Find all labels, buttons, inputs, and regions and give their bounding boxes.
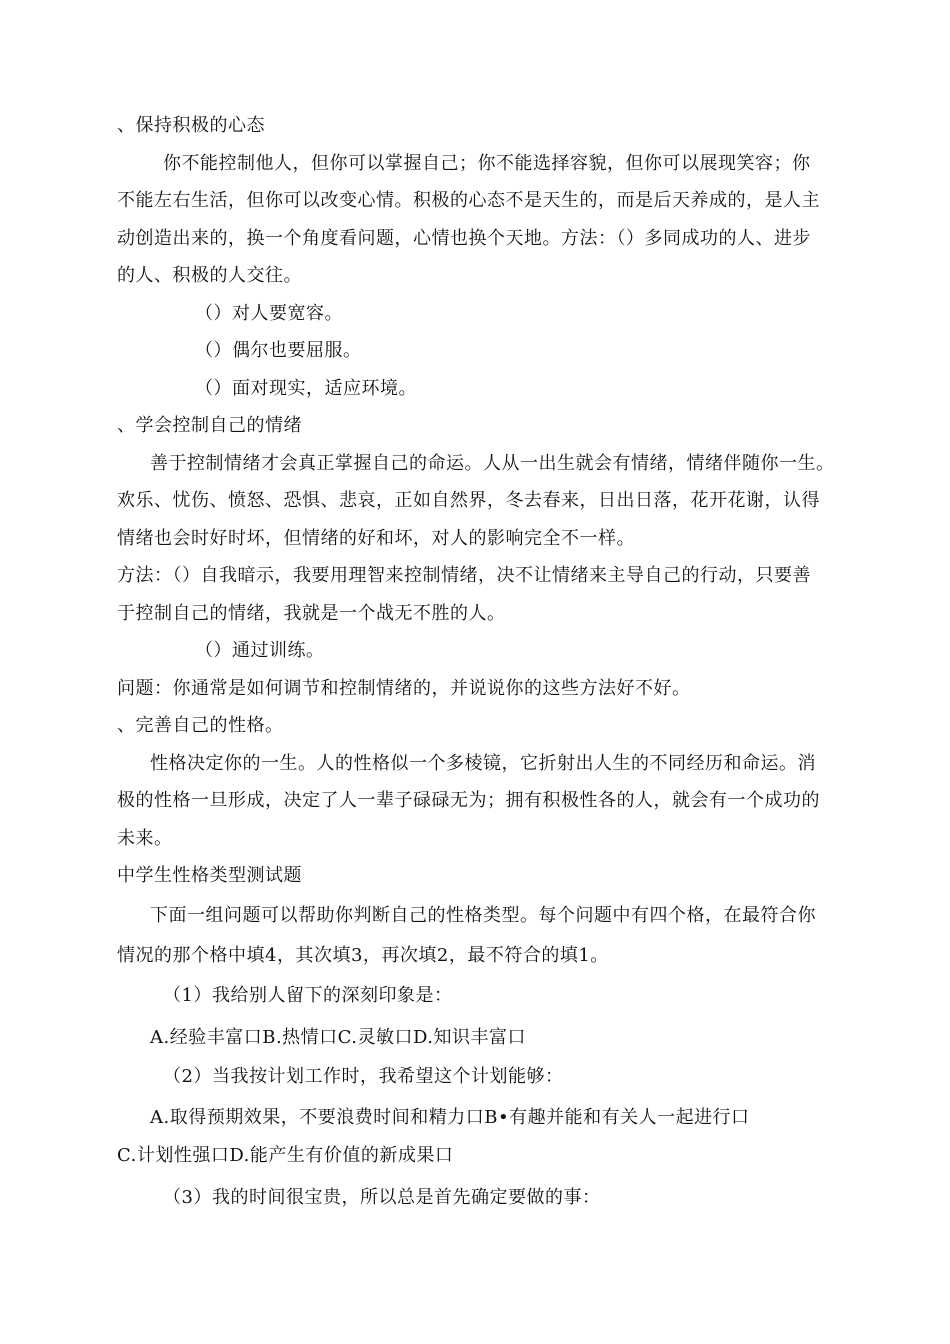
paragraph-line: 未来。: [117, 828, 173, 849]
section-heading-control-emotions: 、学会控制自己的情绪: [117, 415, 302, 436]
paragraph-line: 善于控制情绪才会真正掌握自己的命运。人从一出生就会有情绪，情绪伴随你一生。: [150, 453, 835, 474]
method-item: （）偶尔也要屈服。: [195, 340, 362, 361]
paragraph-line: 情绪也会时好时坏，但情绪的好和坏，对人的影响完全不一样。: [117, 528, 635, 549]
paragraph-line: 下面一组问题可以帮助你判断自己的性格类型。每个问题中有四个格，在最符合你: [150, 905, 816, 926]
quiz-options: A.取得预期效果，不要浪费时间和精力口B•有趣并能和有关人一起进行口: [150, 1107, 750, 1128]
quiz-question: （2）当我按计划工作时，我希望这个计划能够：: [163, 1066, 564, 1087]
paragraph-line: 性格决定你的一生。人的性格似一个多棱镜，它折射出人生的不同经历和命运。消: [150, 753, 816, 774]
method-item: （）通过训练。: [195, 640, 325, 661]
quiz-options: A.经验丰富口B.热情口C.灵敏口D.知识丰富口: [150, 1027, 527, 1048]
quiz-question: （1）我给别人留下的深刻印象是：: [163, 985, 453, 1006]
paragraph-line: 不能左右生活，但你可以改变心情。积极的心态不是天生的，而是后天养成的，是人主: [117, 190, 820, 211]
section-heading-personality: 、完善自己的性格。: [117, 715, 284, 736]
paragraph-line: 极的性格一旦形成，决定了人一辈子碌碌无为；拥有积极性各的人，就会有一个成功的: [117, 790, 820, 811]
quiz-options: C.计划性强口D.能产生有价值的新成果口: [117, 1145, 454, 1166]
method-item: （）对人要宽容。: [195, 303, 343, 324]
paragraph-line: 的人、积极的人交往。: [117, 265, 302, 286]
paragraph-line: 你不能控制他人，但你可以掌握自己；你不能选择容貌，但你可以展现笑容；你: [163, 153, 811, 174]
section-heading-positive-attitude: 、保持积极的心态: [117, 115, 265, 136]
quiz-question: （3）我的时间很宝贵，所以总是首先确定要做的事：: [163, 1187, 601, 1208]
paragraph-line: 方法：（）自我暗示，我要用理智来控制情绪，决不让情绪来主导自己的行动，只要善: [117, 565, 811, 586]
paragraph-line: 情况的那个格中填4，其次填3，再次填2，最不符合的填1。: [117, 945, 609, 966]
quiz-title: 中学生性格类型测试题: [117, 865, 302, 886]
paragraph-line: 欢乐、忧伤、愤怒、恐惧、悲哀，正如自然界，冬去春来，日出日落，花开花谢，认得: [117, 490, 820, 511]
paragraph-line: 于控制自己的情绪，我就是一个战无不胜的人。: [117, 603, 506, 624]
paragraph-line: 动创造出来的，换一个角度看问题，心情也换个天地。方法：（）多同成功的人、进步: [117, 228, 811, 249]
question-line: 问题：你通常是如何调节和控制情绪的，并说说你的这些方法好不好。: [117, 678, 691, 699]
method-item: （）面对现实，适应环境。: [195, 378, 417, 399]
